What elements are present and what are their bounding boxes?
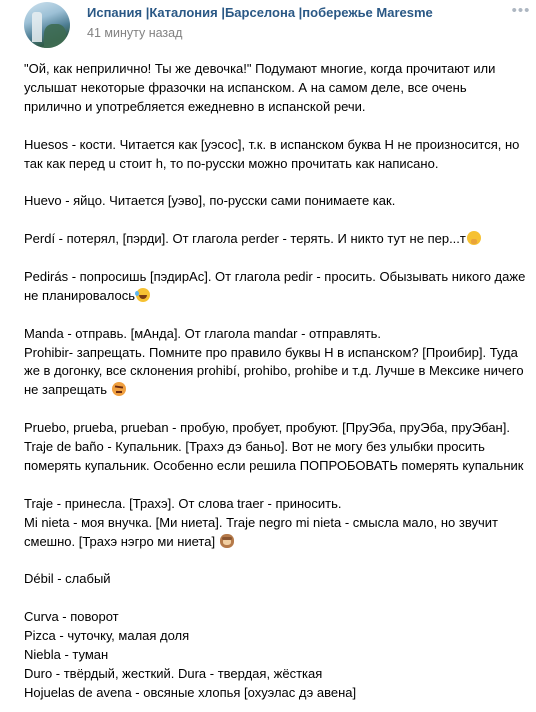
text-line: услышат некоторые фразочки на испанском. А на самом деле, все очень <box>24 79 467 95</box>
text-line: Hojuelas de avena - овсяные хлопья [охуэлас дэ авена] <box>24 684 357 700</box>
text-line-content: не планировалось <box>24 287 136 303</box>
text-line: "Ой, как неприлично! Ты же девочка!" Подумают многие, когда прочитают или <box>24 61 496 76</box>
see-no-evil-monkey-emoji-icon <box>220 534 234 548</box>
group-name-link[interactable]: Испания |Каталония |Барселона |побережье Maresme <box>87 5 433 20</box>
paragraph-debil <box>24 570 534 589</box>
text-line: Curva - поворот <box>24 609 119 625</box>
paragraph-huevo <box>24 192 534 211</box>
paragraph-huesos <box>24 136 534 174</box>
paragraph-vocabulary-list <box>24 608 534 703</box>
text-line: Traje - принесла. [Трахэ]. От слова traer - приносить. <box>24 495 342 511</box>
paragraph-pruebo <box>24 419 534 476</box>
text-line-content: смешно. [Трахэ нэгро ми ниета] <box>24 533 216 549</box>
text-line <box>24 533 534 552</box>
paragraph-intro <box>24 60 534 117</box>
more-horizontal-icon: ••• <box>511 2 531 19</box>
post-header <box>0 0 536 50</box>
text-line: Huesos - кости. Читается как [уэсос], т.к. в испанском буква Н не произносится, но <box>24 136 520 152</box>
paragraph-perdi <box>24 230 534 249</box>
text-line: Duro - твёрдый, жесткий. Dura - твердая, жёсткая <box>24 665 323 681</box>
text-line: Huevo - яйцо. Читается [уэво], по-русски сами понимаете как. <box>24 193 396 209</box>
text-line: Niebla - туман <box>24 646 109 662</box>
text-line: так как перед u стоит h, то по-русски можно прочитать как написано. <box>24 155 439 171</box>
paragraph-manda <box>24 325 534 401</box>
text-line <box>24 381 534 400</box>
angry-face-emoji-icon <box>112 382 126 396</box>
text-line: Pruebo, prueba, prueban - пробую, пробует, пробуют. [ПруЭба, пруЭба, пруЭбан]. <box>24 420 510 436</box>
text-line: Pizca - чуточку, малая доля <box>24 628 190 644</box>
text-line-content: не запрещать <box>24 382 108 398</box>
text-line: Traje de baño - Купальник. [Трахэ дэ баньо]. Вот не могу без улыбки просить <box>24 439 485 455</box>
paragraph-traje <box>24 495 534 552</box>
text-line-content: Perdí - потерял, [пэрди]. От глагола perder - терять. И никто тут не пер...т <box>24 231 466 247</box>
text-line: померять купальник. Особенно если решила ПОПРОБОВАТЬ померять купальник <box>24 457 524 473</box>
text-line <box>24 230 534 249</box>
text-line: же в догонку, все склонения prohibí, prohibo, prohibe и т.д. Лучше в Мексике ничего <box>24 363 524 379</box>
paragraph-pediras <box>24 268 534 306</box>
text-line <box>24 287 534 306</box>
text-line: Mi nieta - моя внучка. [Ми ниета]. Traje negro mi nieta - смысла мало, но звучит <box>24 514 498 530</box>
post-text <box>24 60 534 703</box>
tears-of-joy-emoji-icon <box>136 288 150 302</box>
post-timestamp[interactable]: 41 минуту назад <box>87 26 183 40</box>
shushing-face-emoji-icon <box>467 231 481 245</box>
text-line: Débil - слабый <box>24 571 111 587</box>
more-options-button[interactable] <box>510 4 532 18</box>
text-line: Prohibir- запрещать. Помните про правило буквы Н в испанском? [Проибир]. Туда <box>24 344 518 360</box>
group-avatar[interactable] <box>24 2 70 48</box>
text-line: Pedirás - попросишь [пэдирАс]. От глагола pedir - просить. Обызывать никого даже <box>24 268 526 284</box>
text-line: прилично и употребляется ежедневно в испанской речи. <box>24 98 366 114</box>
text-line: Manda - отправь. [мАнда]. От глагола mandar - отправлять. <box>24 325 382 341</box>
